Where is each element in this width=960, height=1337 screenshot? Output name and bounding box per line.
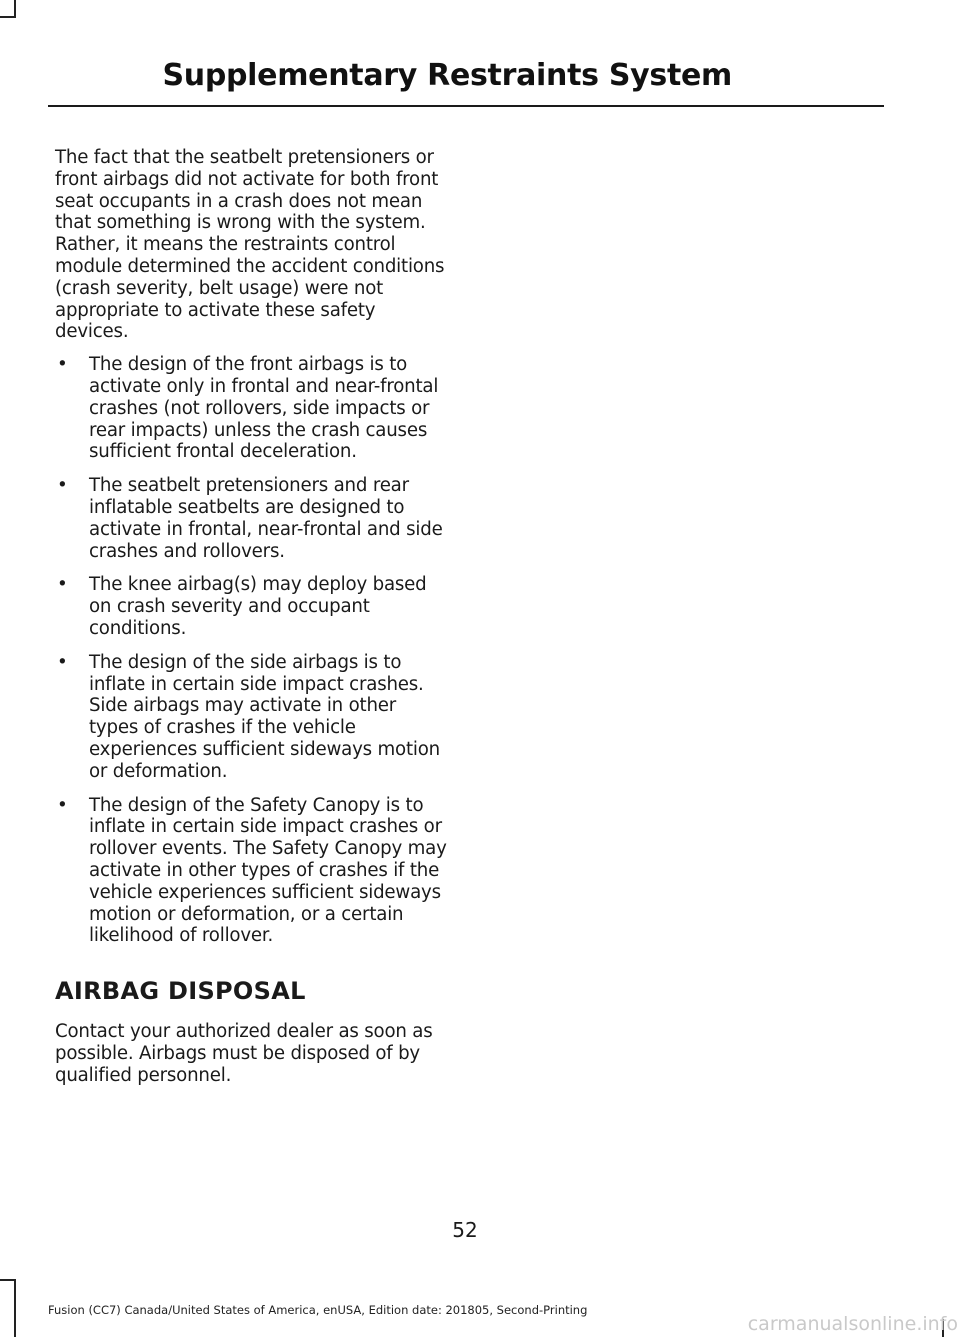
list-item	[55, 475, 450, 562]
watermark: carmanualsonline.info	[747, 1313, 958, 1335]
crop-mark	[0, 16, 16, 18]
list-item	[55, 795, 450, 948]
bullet-list	[55, 354, 450, 947]
footer-edition-info: Fusion (CC7) Canada/United States of America, enUSA, Edition date: 201805, Second-Printing	[48, 1303, 588, 1317]
list-item-text: The design of the side airbags is to inflate in certain side impact crashes. Side airbags may activate in other types of crashes if the vehicle experiences sufficient sideways motion or deformation.	[89, 651, 440, 782]
bullet-icon: •	[57, 475, 68, 497]
section-paragraph: Contact your authorized dealer as soon as possible. Airbags must be disposed of by qualified personnel.	[55, 1021, 433, 1086]
section-heading: AIRBAG DISPOSAL	[55, 977, 306, 1006]
bullet-icon: •	[57, 574, 68, 596]
bullet-icon: •	[57, 651, 68, 673]
main-content	[55, 147, 450, 1086]
header-divider	[48, 105, 884, 107]
page-number: 52	[452, 1218, 478, 1242]
crop-mark	[0, 1279, 16, 1281]
intro-paragraph: The fact that the seatbelt pretensioners or front airbags did not activate for both front seat occupants in a crash does not mean that something is wrong with the system. Rather, it means the restraints control module determined the accident conditions (crash severity, belt usage) were not appropriate to activate these safety devices.	[55, 147, 445, 343]
list-item-text: The seatbelt pretensioners and rear inflatable seatbelts are designed to activate in frontal, near-frontal and side crashes and rollovers.	[89, 475, 443, 562]
list-item-text: The design of the Safety Canopy is to inflate in certain side impact crashes or rollover events. The Safety Canopy may activate in other types of crashes if the vehicle experiences sufficient sideways motion or deformation, or a certain likelihood of rollover.	[89, 794, 447, 947]
list-item	[55, 354, 450, 463]
list-item-text: The knee airbag(s) may deploy based on crash severity and occupant conditions.	[89, 574, 427, 639]
list-item-text: The design of the front airbags is to activate only in frontal and near-frontal crashes (not rollovers, side impacts or rear impacts) unless the crash causes sufficient frontal deceleration.	[89, 354, 439, 463]
list-item	[55, 574, 450, 639]
bullet-icon: •	[57, 354, 68, 376]
bullet-icon: •	[57, 794, 68, 816]
crop-mark	[14, 1279, 16, 1337]
page-title: Supplementary Restraints System	[162, 58, 732, 93]
list-item	[55, 652, 450, 783]
